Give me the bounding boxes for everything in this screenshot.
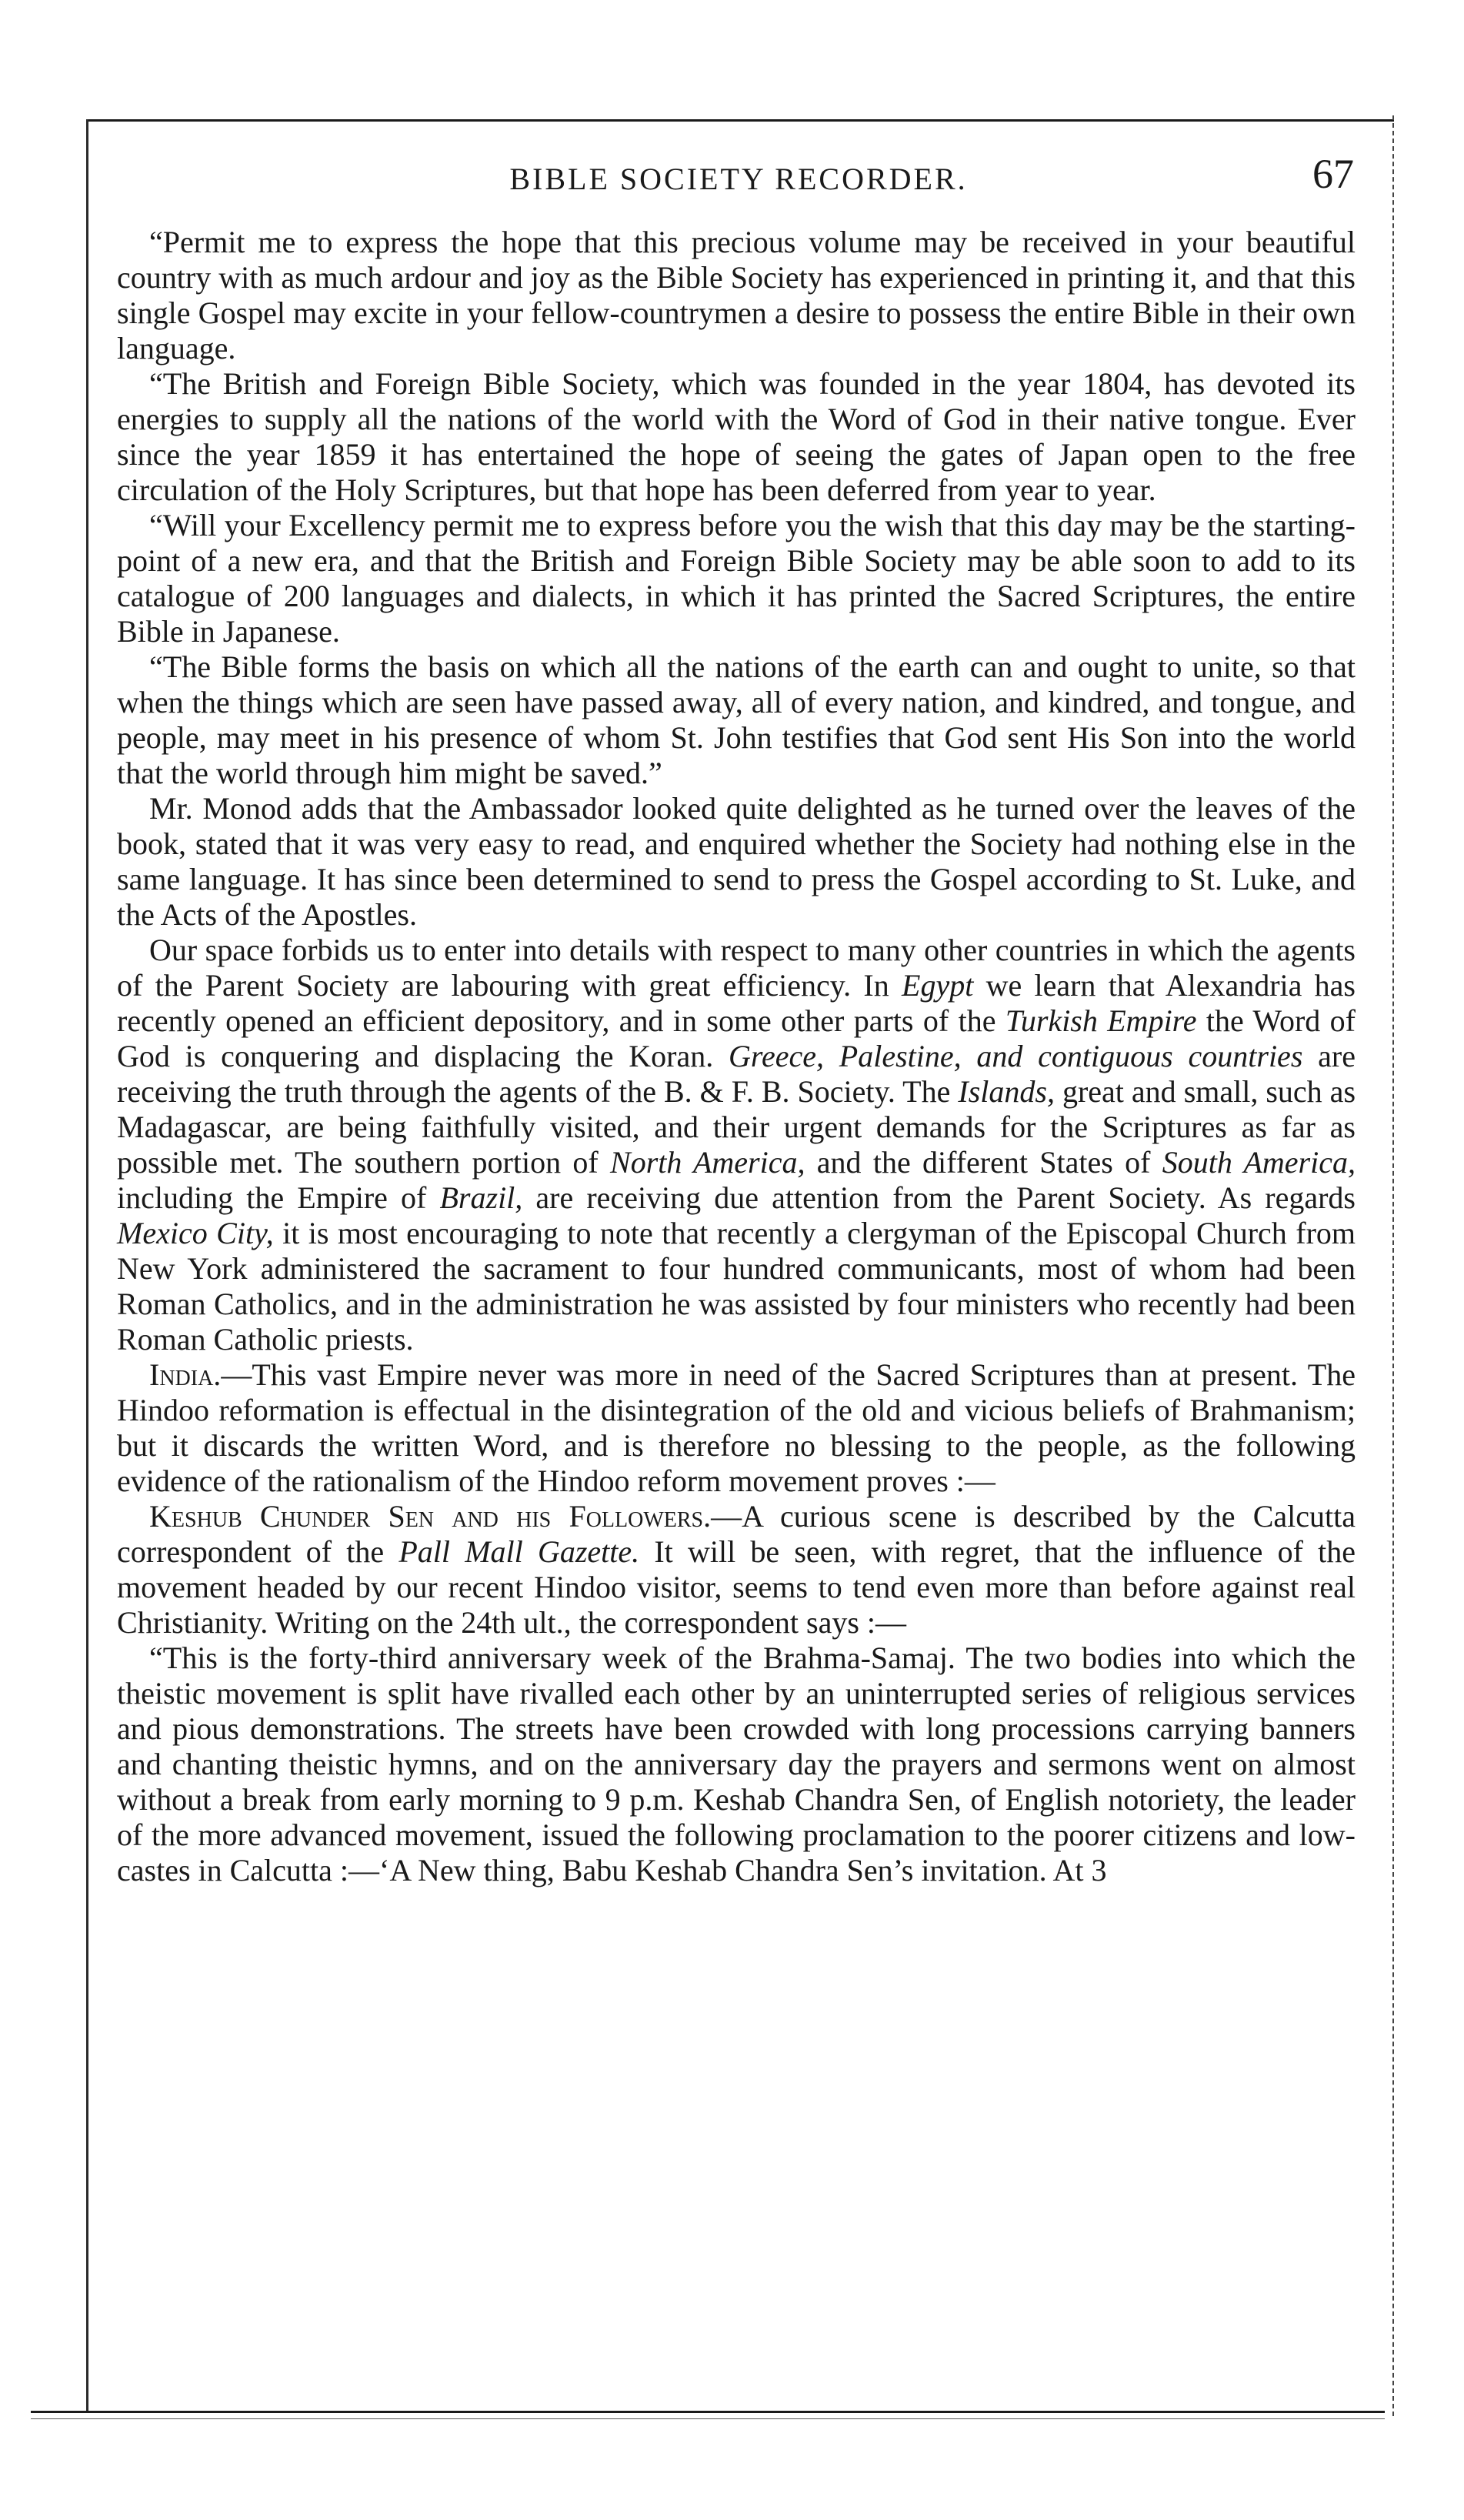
article-body bbox=[117, 225, 1356, 1888]
paragraph-quote-excellency: “Will your Excellency permit me to express before you the wish that this day may be the starting-point of a new era, and that the British and Foreign Bible Society may be able soon to add to its catalogue of 200 languages and dialects, in which it has printed the Sacred Scriptures, the entire Bible in Japanese. bbox=[117, 508, 1356, 649]
page-frame-left-rule bbox=[86, 119, 88, 2412]
paragraph-other-countries: Our space forbids us to enter into details with respect to many other countries in which the agents of the Parent Society are labouring with great efficiency. In Egypt we learn that Alexandria has recently opened an efficient depository, and in some other parts of the Turkish Empire the Word of God is conquering and displacing the Koran. Greece, Palestine, and contiguous countries are receiving the truth through the agents of the B. & F. B. Society. The Islands, great and small, such as Madagascar, are being faithfully visited, and their urgent demands for the Scriptures as far as possible met. The southern portion of North America, and the different States of South America, including the Empire of Brazil, are receiving due attention from the Parent Society. As regards Mexico City, it is most encouraging to note that recently a clergyman of the Episcopal Church from New York administered the sacrament to four hundred communicants, most of whom had been Roman Catholics, and in the administration he was assisted by four ministers who recently had been Roman Catholic priests. bbox=[117, 933, 1356, 1357]
paragraph-quote-brahma-samaj: “This is the forty-third anniversary week of the Brahma-Samaj. The two bodies into which the theistic movement is split have rivalled each other by an uninterrupted series of religious services and pious demonstrations. The streets have been crowded with long processions carrying banners and chanting theistic hymns, and on the anniversary day the prayers and sermons went on almost without a break from early morning to 9 p.m. Keshab Chandra Sen, of English notoriety, the leader of the more advanced movement, issued the following proclamation to the poorer citizens and low-castes in Calcutta :—‘A New thing, Babu Keshab Chandra Sen’s invitation. At 3 bbox=[117, 1641, 1356, 1887]
paragraph-india: India.—This vast Empire never was more in need of the Sacred Scriptures than at present. The Hindoo reformation is effectual in the disintegration of the old and vicious beliefs of Brahmanism; but it discards the written Word, and is therefore no blessing to the people, as the following evidence of the rationalism of the Hindoo reform movement proves :— bbox=[117, 1357, 1356, 1498]
page-frame-right-edge bbox=[1392, 115, 1394, 2416]
section-lead-keshub: Keshub Chunder Sen and his Followers. bbox=[149, 1499, 712, 1534]
paragraph-monod: Mr. Monod adds that the Ambassador looked quite delighted as he turned over the leaves of the book, stated that it was very easy to read, and enquired whether the Society had nothing else in the same language. It has since been determined to send to press the Gospel according to St. Luke, and the Acts of the Apostles. bbox=[117, 791, 1356, 932]
running-title: BIBLE SOCIETY RECORDER. bbox=[509, 162, 968, 196]
page-number: 67 bbox=[1312, 151, 1354, 197]
paragraph-quote-british-foreign: “The British and Foreign Bible Society, which was founded in the year 1804, has devoted its energies to supply all the nations of the world with the Word of God in their native tongue. Ever since the year 1859 it has entertained the hope of seeing the gates of Japan open to the free circulation of the Holy Scriptures, but that hope has been deferred from year to year. bbox=[117, 366, 1356, 507]
page-frame-top-rule bbox=[86, 119, 1394, 122]
page-frame-bottom-rule bbox=[31, 2411, 1385, 2413]
paragraph-quote-permit: “Permit me to express the hope that this precious volume may be received in your beautiful country with as much ardour and joy as the Bible Society has experienced in printing it, and that this single Gospel may excite in your fellow-countrymen a desire to possess the entire Bible in their own language. bbox=[117, 225, 1356, 365]
paragraph-quote-bible-basis: “The Bible forms the basis on which all the nations of the earth can and ought to unite, so that when the things which are seen have passed away, all of every nation, and kindred, and tongue, and people, may meet in his presence of whom St. John testifies that God sent His Son into the world that the world through him might be saved.” bbox=[117, 649, 1356, 790]
section-lead-india: India. bbox=[149, 1357, 222, 1392]
paragraph-keshub: Keshub Chunder Sen and his Followers.—A curious scene is described by the Calcutta correspondent of the Pall Mall Gazette. It will be seen, with regret, that the influence of the movement headed by our recent Hindoo visitor, seems to tend even more than before against real Christianity. Writing on the 24th ult., the correspondent says :— bbox=[117, 1499, 1356, 1640]
page-frame-bottom-rule-thin bbox=[31, 2418, 1385, 2419]
page-header bbox=[123, 150, 1354, 212]
